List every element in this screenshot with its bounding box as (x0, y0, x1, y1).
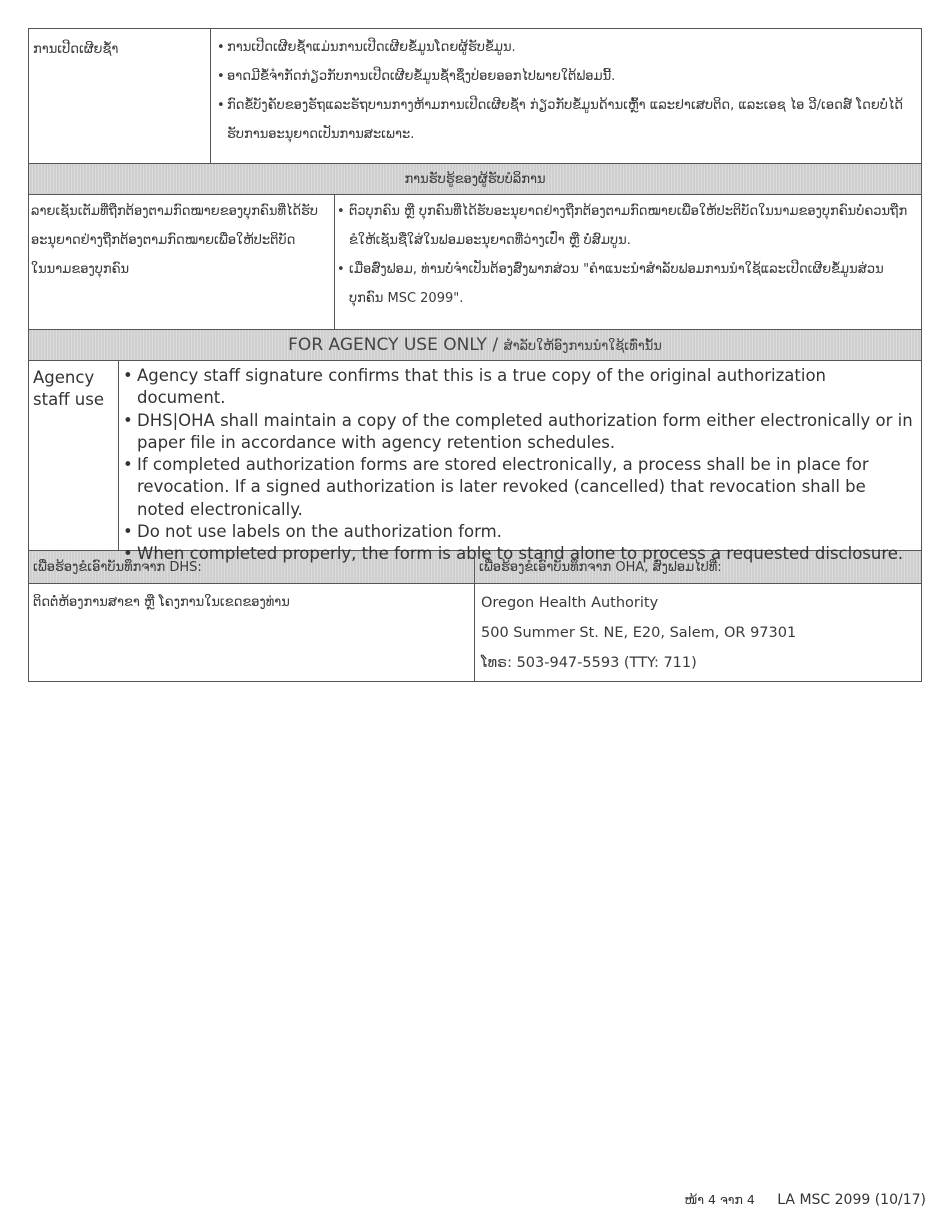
redisclosure-bullet: • ກົດຂໍ້ບັງຄັບຂອງຣັຖແລະຣັຖບານກາງຫ້າມການເປີດເຜີຍຊ້ຳ ກ່ຽວກັບຂໍ້ມູນດ້ານເຫຼົ້າ ແລະຢາເສບຕິດ, ແລະເອຊ ໄອ ວີ/ເອດສ໌ ໂດຍບໍ່ໄດ້ຮັບການອະນຸຍາດເປັນການສະເພາະ. (217, 91, 915, 149)
dhs-request-header: ເພື່ອຮ້ອງຂໍເອົາບັນທຶກຈາກ DHS: (29, 551, 475, 583)
contact-body-row (28, 584, 922, 682)
page-number: ໜ້າ 4 ຈາກ 4 (684, 1192, 755, 1207)
dhs-contact-text: ຕິດຕໍ່ຫ້ອງການສາຂາ ຫຼື ໂຄງການໃນເຂດຂອງທ່ານ (29, 584, 475, 681)
oha-request-header: ເພື່ອຮ້ອງຂໍເອົາບັນທຶກຈາກ OHA, ສົ່ງຟອມໄປທີ່: (475, 551, 921, 583)
acknowledgement-header: ການຮັບຮູ້ຂອງຜູ້ຮັບບໍລິການ (28, 164, 922, 195)
oha-contact-block (475, 584, 921, 681)
redisclosure-content (211, 29, 921, 163)
signature-row (28, 195, 922, 330)
redisclosure-bullet: • ອາດມີຂໍ້ຈຳກັດກ່ຽວກັບການເປີດເຜີຍຂໍ້ມູນຊ້ຳຊຶ່ງປ່ອຍອອກໄປພາຍໃຕ້ຟອມນີ້. (217, 62, 915, 91)
form-id: LA MSC 2099 (10/17) (777, 1192, 926, 1208)
agency-bullet: • Agency staff signature confirms that this is a true copy of the original authorization document. (123, 365, 917, 410)
agency-content (119, 361, 921, 564)
page-footer (684, 1192, 926, 1208)
agency-bullet: • When completed properly, the form is able to stand alone to process a requested disclosure. (123, 543, 917, 565)
authorization-form (28, 28, 922, 682)
signature-bullet: • ເມື່ອສົ່ງຟອມ, ທ່ານບໍ່ຈຳເປັນຕ້ອງສົ່ງພາກສ່ວນ "ຄຳແນະນຳສຳລັບຟອມການນຳໃຊ້ແລະເປີດເຜີຍຂໍ້ມູນສ່ວນບຸກຄົນ MSC 2099". (337, 255, 915, 313)
agency-row (28, 361, 922, 564)
agency-header-lao: ສຳລັບໃຫ້ອົງການນຳໃຊ້ເທົ່ານັ້ນ (503, 339, 662, 354)
agency-label: Agency staff use (29, 361, 119, 550)
redisclosure-row (28, 29, 922, 164)
oha-address: 500 Summer St. NE, E20, Salem, OR 97301 (481, 625, 797, 641)
signature-label: ລາຍເຊັນເຕັມທີ່ຖືກຕ້ອງຕາມກົດໝາຍຂອງບຸກຄົນທີ່ໄດ້ຮັບອະນຸຍາດຢ່າງຖືກຕ້ອງຕາມກົດໝາຍເພື່ອໃຫ້ປະຕິບັດໃນນາມຂອງບຸກຄົນ (29, 195, 335, 329)
agency-header-english: FOR AGENCY USE ONLY / (288, 335, 504, 355)
agency-use-header (28, 330, 922, 361)
oha-phone: ໂທຣ: 503-947-5593 (TTY: 711) (481, 655, 697, 671)
oha-name: Oregon Health Authority (481, 595, 659, 611)
redisclosure-label: ການເປີດເຜີຍຊ້ຳ (29, 29, 211, 163)
agency-bullet: • If completed authorization forms are stored electronically, a process shall be in place for revocation. If a signed authorization is later revoked (cancelled) that revocation shall be noted electronically. (123, 454, 917, 521)
agency-bullet: • DHS|OHA shall maintain a copy of the completed authorization form either electronically or in paper file in accordance with agency retention schedules. (123, 410, 917, 455)
signature-content (335, 195, 921, 329)
redisclosure-bullet: • ການເປີດເຜີຍຊ້ຳແມ່ນການເປີດເຜີຍຂໍ້ມູນໂດຍຜູ້ຮັບຂໍ້ມູນ. (217, 33, 915, 62)
agency-bullet: • Do not use labels on the authorization form. (123, 521, 917, 543)
signature-bullet: • ຕົວບຸກຄົນ ຫຼື ບຸກຄົນທີ່ໄດ້ຮັບອະນຸຍາດຢ່າງຖືກຕ້ອງຕາມກົດໝາຍເພື່ອໃຫ້ປະຕິບັດໃນນາມຂອງບຸກຄົນບໍ່ຄວນຖືກຂໍໃຫ້ເຊັນຊື່ໃສ່ໃນຟອມອະນຸຍາດທີ່ວ່າງເປົ່າ ຫຼື ບໍ່ສົມບູນ. (337, 197, 915, 255)
